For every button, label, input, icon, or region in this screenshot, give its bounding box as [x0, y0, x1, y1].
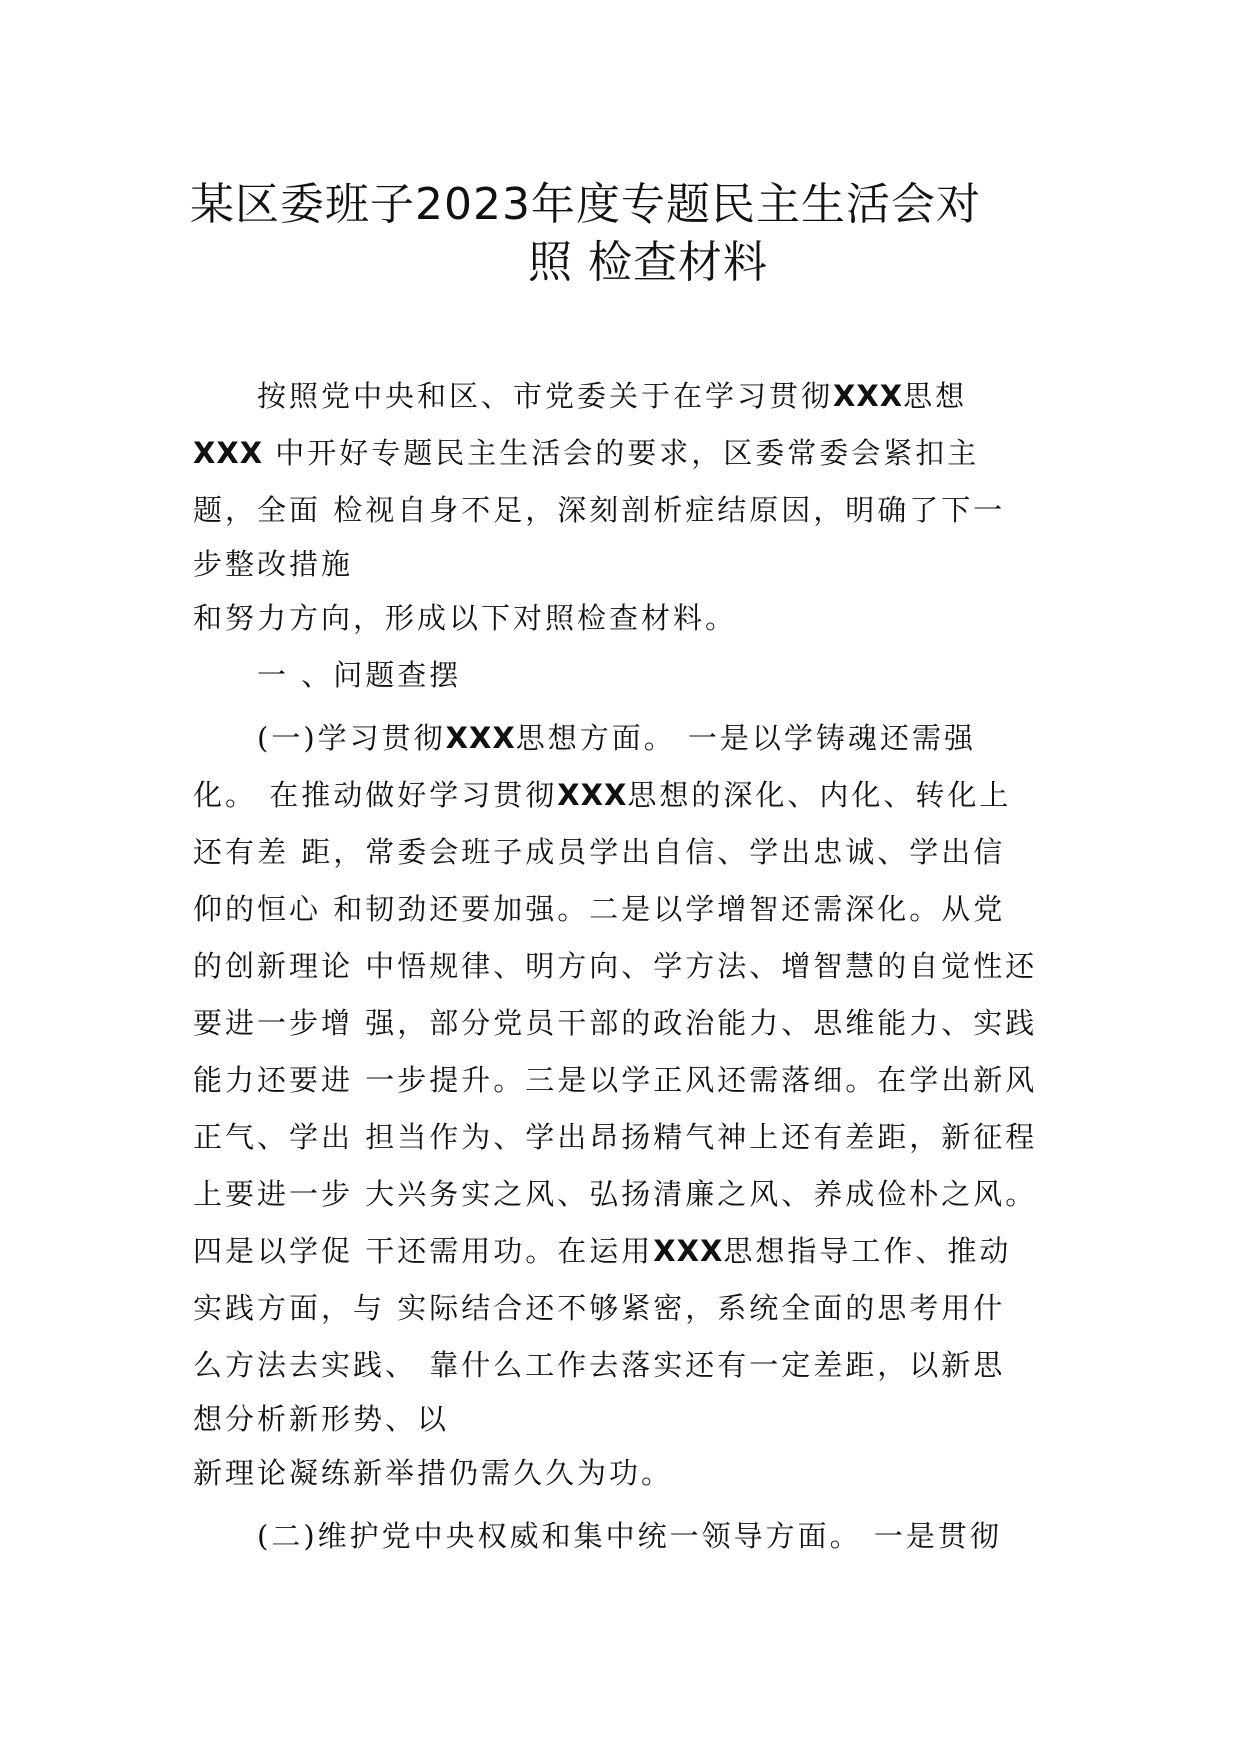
body-line: 想分析新形势、以 [193, 1402, 450, 1436]
body-line: 化。 在推动做好学习贯彻XXX思想的深化、内化、转化上 [193, 778, 1012, 812]
body-line: 按照党中央和区、市党委关于在学习贯彻XXX思想 [193, 379, 968, 413]
document-body [193, 368, 1073, 1565]
body-line: 么方法去实践、 靠什么工作去落实还有一定差距，以新思 [193, 1348, 1006, 1382]
section-heading: 一 、问题查摆 [193, 658, 462, 692]
body-line: 题，全面 检视自身不足，深刻剖析症结原因，明确了下一 [193, 493, 1006, 527]
subsection-line: (二)维护党中央权威和集中统一领导方面。 一是贯彻 [193, 1519, 1002, 1553]
subsection-line: (一)学习贯彻XXX思想方面。 一是以学铸魂还需强 [193, 721, 976, 755]
body-line: 四是以学促 干还需用功。在运用XXX思想指导工作、推动 [193, 1234, 1012, 1268]
title-line-2: 照 检查材料 [528, 237, 768, 288]
body-line: 正气、学出 担当作为、学出昂扬精气神上还有差距，新征程 [193, 1120, 1038, 1154]
body-line: 能力还要进 一步提升。三是以学正风还需落细。在学出新风 [193, 1063, 1038, 1097]
body-line: 实践方面，与 实际结合还不够紧密，系统全面的思考用什 [193, 1291, 1006, 1325]
body-line: 要进一步增 强，部分党员干部的政治能力、思维能力、实践 [193, 1006, 1038, 1040]
document-title [190, 176, 1070, 292]
title-line-1: 某区委班子2023年度专题民主生活会对 [190, 179, 981, 230]
body-line: 步整改措施 [193, 547, 354, 581]
body-line: XXX 中开好专题民主生活会的要求，区委常委会紧扣主 [193, 436, 980, 470]
body-line: 和努力方向，形成以下对照检查材料。 [193, 601, 738, 635]
body-line: 仰的恒心 和韧劲还要加强。二是以学增智还需深化。从党 [193, 892, 1006, 926]
body-line: 新理论凝练新举措仍需久久为功。 [193, 1456, 674, 1490]
body-line: 上要进一步 大兴务实之风、弘扬清廉之风、养成俭朴之风。 [193, 1177, 1038, 1211]
body-line: 的创新理论 中悟规律、明方向、学方法、增智慧的自觉性还 [193, 949, 1038, 983]
body-line: 还有差 距，常委会班子成员学出自信、学出忠诚、学出信 [193, 835, 1006, 869]
